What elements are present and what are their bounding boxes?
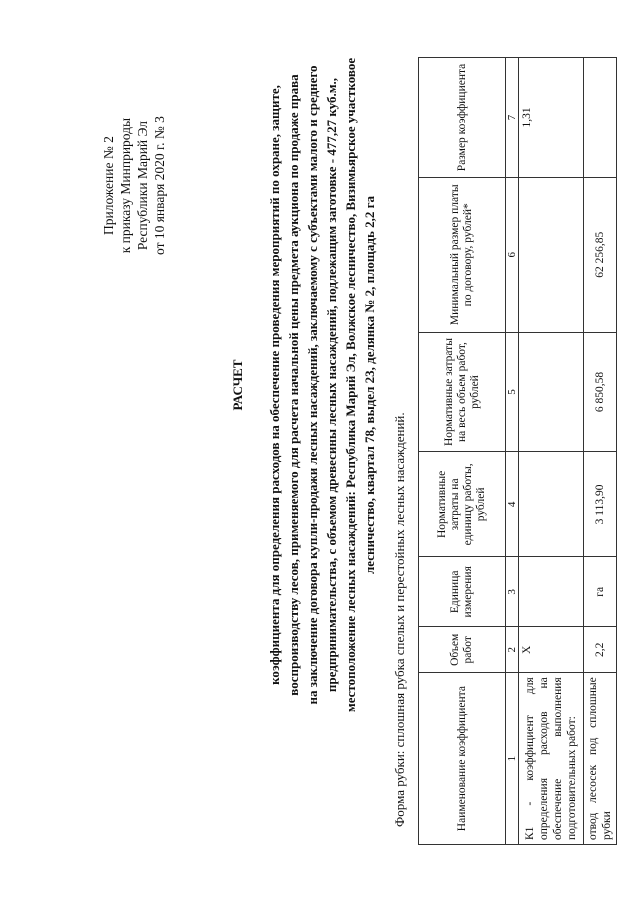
table-cell: 3 113,90: [584, 452, 617, 557]
column-number-row: [506, 58, 519, 845]
table-cell: [519, 177, 584, 332]
title-block: [228, 5, 379, 765]
table-header-row: [419, 58, 506, 845]
document-heading: РАСЧЕТ: [230, 359, 245, 411]
cutting-form-text: Форма рубки: сплошная рубка спелых и перестойных лесных насаждений.: [392, 412, 407, 827]
appendix-line-4: от 10 января 2020 г. № 3: [152, 116, 167, 255]
header-total-cost: Нормативные затраты на весь объем работ, рублей: [419, 332, 506, 452]
table-cell: [519, 452, 584, 557]
column-number: 2: [506, 627, 519, 673]
title-line-2: воспроизводству лесов, применяемого для расчета начальной цены предмета аукциона по продаже права: [286, 74, 301, 696]
table-cell: 6 850,58: [584, 332, 617, 452]
column-number: 3: [506, 557, 519, 627]
appendix-line-3: Республики Марий Эл: [135, 121, 150, 251]
header-name: Наименование коэффициента: [419, 673, 506, 845]
table-cell: 1,31: [519, 58, 584, 178]
title-line-3: на заключение договора купли-продажи лесных насаждений, заключаемому с субъектами малого и среднего: [305, 65, 320, 705]
header-unit: Единица измерения: [419, 557, 506, 627]
table-cell: Х: [519, 627, 584, 673]
title-line-5: местоположение лесных насаждений: Республика Марий Эл, Волжское лесничество, Визимьярское участковое: [343, 57, 358, 713]
column-number: 4: [506, 452, 519, 557]
table-cell: отвод лесосек под сплошные рубки: [584, 673, 617, 845]
table-cell: [519, 332, 584, 452]
column-number: 1: [506, 673, 519, 845]
table-cell: га: [584, 557, 617, 627]
title-line-1: коэффициента для определения расходов на обеспечение проведения мероприятий по охране, защите,: [267, 85, 282, 685]
table-cell: 62 256,85: [584, 177, 617, 332]
table-cell: 2,2: [584, 627, 617, 673]
table-cell: К1 - коэффициент для определения расходов на обеспечение выполнения подготовительных работ:: [519, 673, 584, 845]
table-row: [519, 58, 584, 845]
header-coefficient: Размер коэффициента: [419, 58, 506, 178]
table-cell: [519, 557, 584, 627]
header-min-payment: Минимальный размер платы по договору, рублей*: [419, 177, 506, 332]
coefficient-table: [418, 57, 617, 845]
table-row: [584, 58, 617, 845]
appendix-line-2: к приказу Минприроды: [118, 117, 133, 254]
header-volume: Объем работ: [419, 627, 506, 673]
appendix-line-1: Приложение № 2: [101, 136, 116, 236]
appendix-block: [100, 116, 168, 255]
column-number: 6: [506, 177, 519, 332]
title-line-4: предпринимательства, с объемом древесины лесных насаждений, подлежащим заготовке - 477,27 куб.м.,: [324, 77, 339, 693]
column-number: 7: [506, 58, 519, 178]
column-number: 5: [506, 332, 519, 452]
header-unit-cost: Нормативные затраты на единицу работы, рублей: [419, 452, 506, 557]
table-cell: [584, 58, 617, 178]
title-line-6: лесничество, квартал 78, выдел 23, делянка № 2, площадь 2,2 га: [362, 195, 377, 575]
